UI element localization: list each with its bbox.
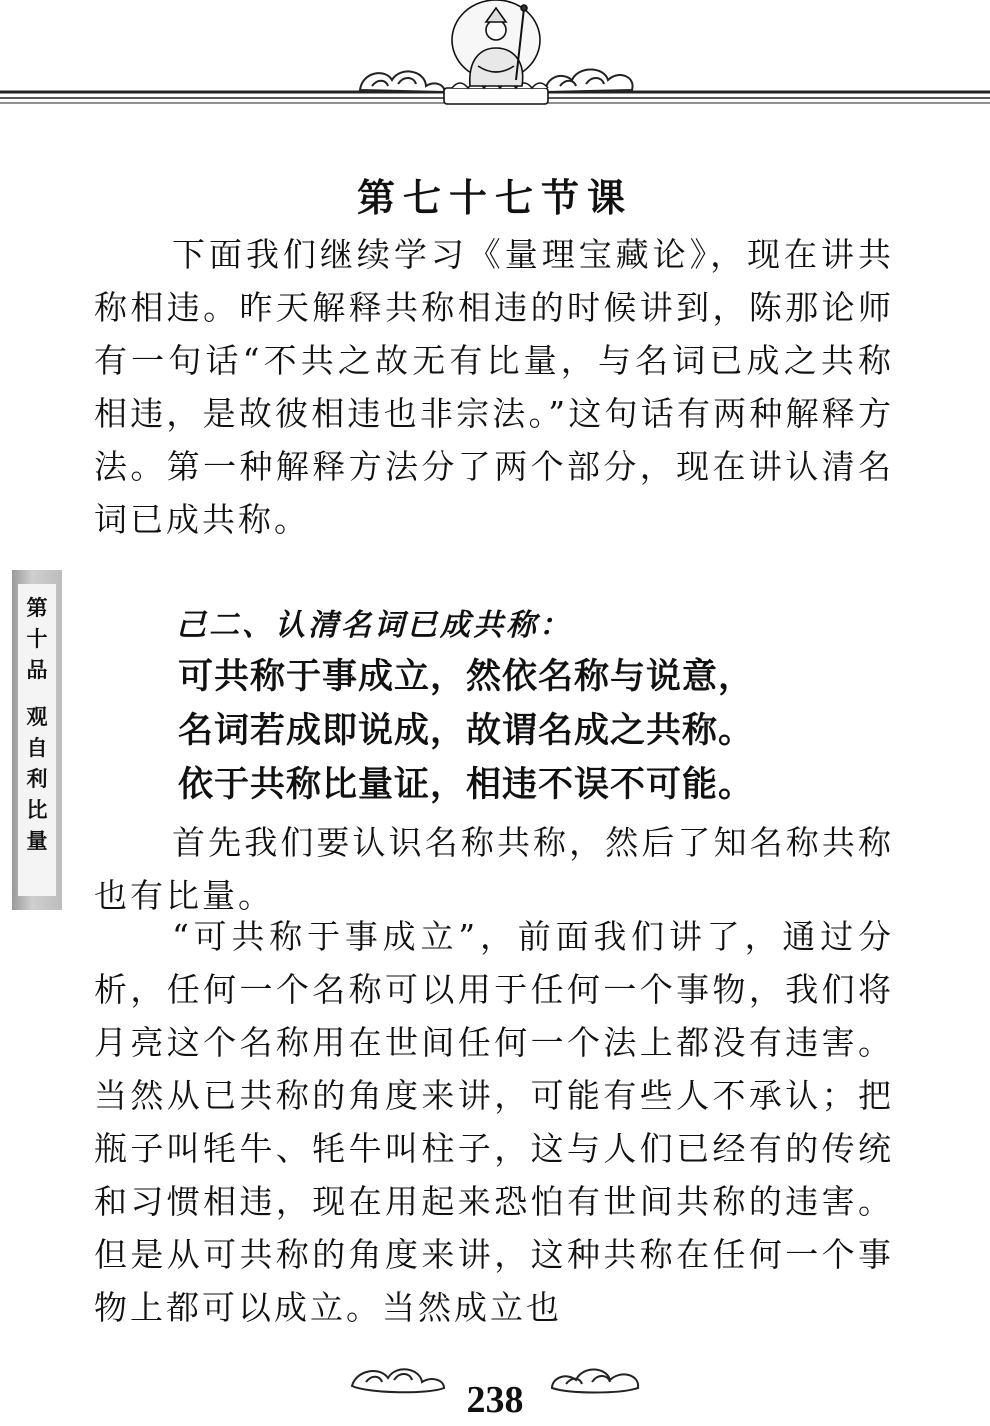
side-tab-chapter-name: 观自利比量	[26, 704, 48, 853]
verse-line: 依于共称比量证，相违不误不可能。	[178, 765, 755, 805]
root-verse	[178, 650, 878, 812]
verse-line: 名词若成即说成，故谓名成之共称。	[178, 711, 755, 751]
page-number: 238	[466, 1379, 524, 1421]
intro-paragraph: 下面我们继续学习《量理宝藏论》，现在讲共称相违。昨天解释共称相违的时候讲到，陈那论师有一句话“不共之故无有比量，与名词已成之共称相违，是故彼相违也非宗法。”这句话有两种解释方法。第一种解释方法分了两个部分，现在讲认清名词已成共称。	[94, 235, 894, 539]
side-tab-chapter-number: 第十品	[26, 595, 48, 682]
commentary-paragraph: “可共称于事成立”，前面我们讲了，通过分析，任何一个名称可以用于任何一个事物，我们将月亮这个名称用在世间任何一个法上都没有违害。当然从已共称的角度来讲，可能有些人不承认；把瓶子叫牦牛、牦牛叫柱子，这与人们已经有的传统和习惯相违，现在用起来恐怕有世间共称的违害。但是从可共称的角度来讲，这种共称在任何一个事物上都可以成立。当然成立也	[94, 917, 894, 1327]
side-tab-label	[18, 592, 56, 856]
cloud-scroll-right-icon	[546, 70, 633, 93]
chapter-side-tab	[12, 570, 62, 910]
padmasambhava-figure-icon	[444, 0, 548, 104]
header-ornament	[0, 0, 990, 120]
verse-line: 可共称于事成立，然依名称与说意，	[178, 657, 755, 697]
lesson-title: 第七十七节课	[356, 175, 633, 221]
commentary-paragraph: 首先我们要认识名称共称，然后了知名称共称也有比量。	[94, 823, 894, 915]
cloud-scroll-left-icon	[360, 71, 444, 92]
side-tab-gap	[18, 685, 56, 701]
section-heading: 己二、认清名词已成共称：	[176, 608, 572, 643]
